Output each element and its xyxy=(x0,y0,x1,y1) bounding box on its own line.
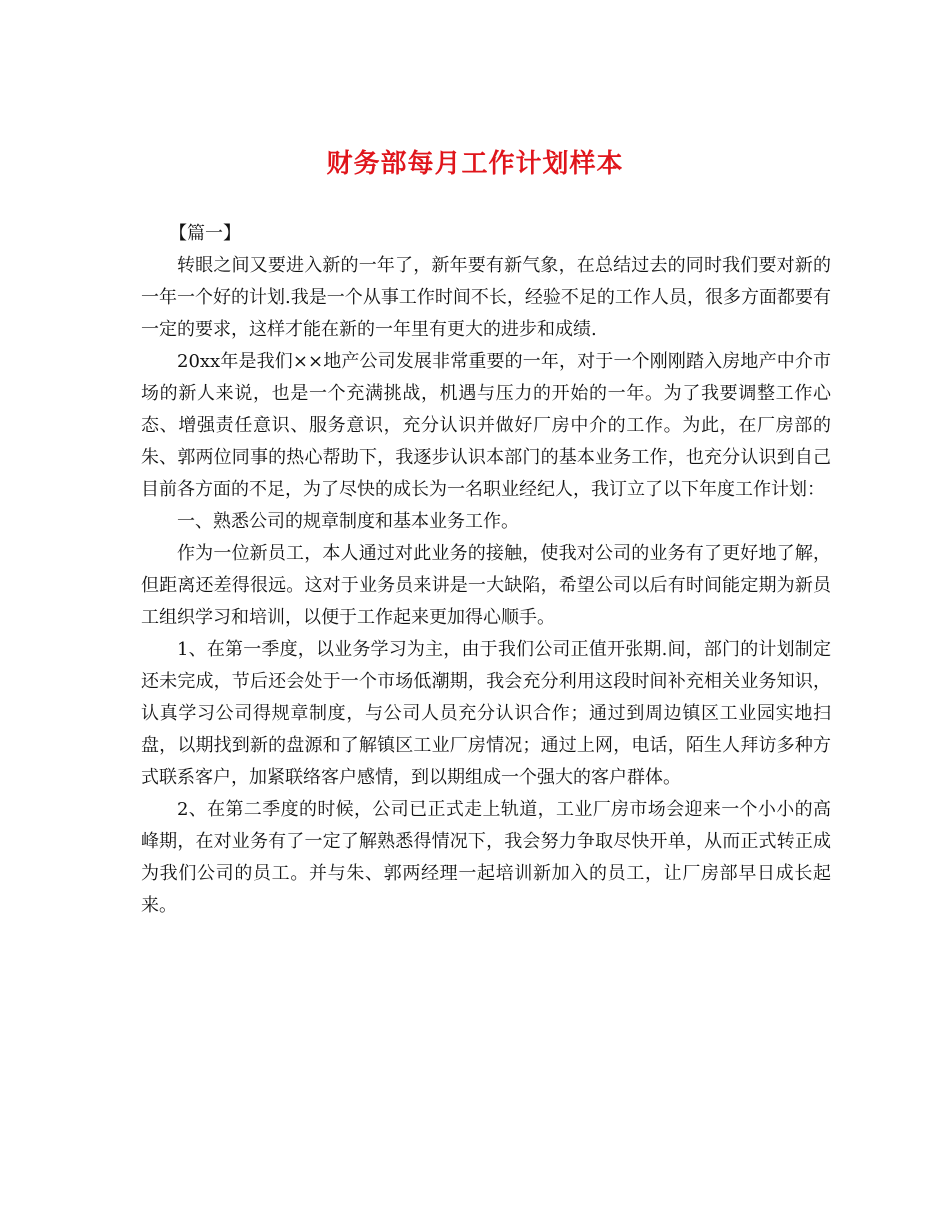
paragraph-intro: 转眼之间又要进入新的一年了，新年要有新气象，在总结过去的同时我们要对新的一年一个好的计划.我是一个从事工作时间不长，经验不足的工作人员，很多方面都要有一定的要求，这样才能在新的一年里有更大的进步和成绩. xyxy=(141,255,831,340)
paragraph-background: 20xx年是我们××地产公司发展非常重要的一年，对于一个刚刚踏入房地产中介市场的新人来说，也是一个充满挑战，机遇与压力的开始的一年。为了我要调整工作心态、增强责任意识、服务意识，充分认识并做好厂房中介的工作。为此，在厂房部的朱、郭两位同事的热心帮助下，我逐步认识本部门的基本业务工作，也充分认识到自己目前各方面的不足，为了尽快的成长为一名职业经纪人，我订立了以下年度工作计划： xyxy=(141,351,831,500)
document-body xyxy=(141,218,831,922)
paragraph-new-employee: 作为一位新员工，本人通过对此业务的接触，使我对公司的业务有了更好地了解，但距离还差得很远。这对于业务员来讲是一大缺陷，希望公司以后有时间能定期为新员工组织学习和培训，以便于工作起来更加得心顺手。 xyxy=(141,543,831,628)
section-label: 【篇一】 xyxy=(169,223,241,244)
document-title: 财务部每月工作计划样本 xyxy=(326,149,624,179)
paragraph-heading-one: 一、熟悉公司的规章制度和基本业务工作。 xyxy=(177,511,519,532)
paragraph-second-quarter: 2、在第二季度的时候，公司已正式走上轨道，工业厂房市场会迎来一个小小的高峰期，在对业务有了一定了解熟悉得情况下，我会努力争取尽快开单，从而正式转正成为我们公司的员工。并与朱、郭两经理一起培训新加入的员工，让厂房部早日成长起来。 xyxy=(141,799,831,916)
paragraph-first-quarter: 1、在第一季度，以业务学习为主，由于我们公司正值开张期.间，部门的计划制定还未完成，节后还会处于一个市场低潮期，我会充分利用这段时间补充相关业务知识，认真学习公司得规章制度，与公司人员充分认识合作；通过到周边镇区工业园实地扫盘，以期找到新的盘源和了解镇区工业厂房情况；通过上网，电话，陌生人拜访多种方式联系客户，加紧联络客户感情，到以期组成一个强大的客户群体。 xyxy=(141,639,831,788)
